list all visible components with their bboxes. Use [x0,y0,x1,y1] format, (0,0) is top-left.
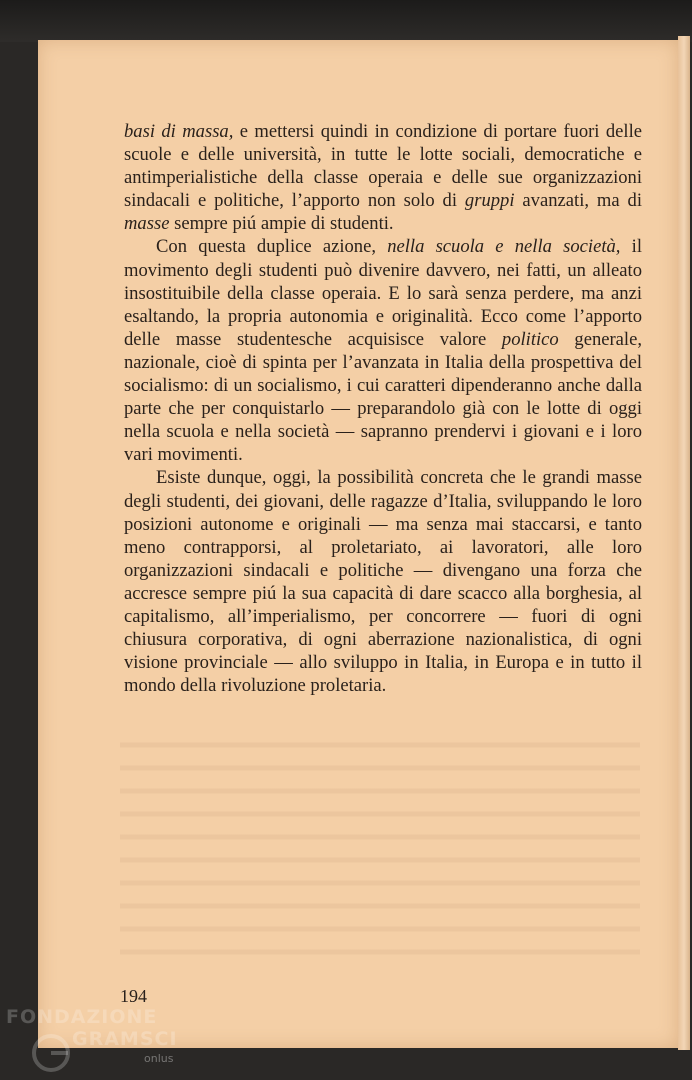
text-run: sempre piú ampie di studenti. [169,213,394,235]
paragraph [124,235,642,466]
watermark-line2: GRAMSCI [72,1028,178,1050]
text-run: Con questa duplice azione, [156,236,388,258]
text-run: generale, nazionale, cioè di spinta per l’avanzata in Italia della prospettiva del socialismo: di un socialismo, i cui caratteri dipenderanno anche dalla parte che per conquistarlo — preparandolo già con le lotte di oggi nella scuola e nella società — sapranno prendervi i giovani e i loro vari movimenti. [124,328,643,466]
page-body-text [124,120,642,697]
page-number: 194 [120,986,147,1006]
page-edge [678,36,690,1050]
fondazione-logo-icon [28,1030,74,1076]
italic-text-run: masse [124,213,170,235]
text-run: e mettersi quindi in condizione di portare fuori delle scuole e delle università, in tutte le lotte sociali, democratiche e antimperialistiche della classe operaia e delle sue organizzazioni sindacali e politiche, l’apporto non solo di [124,121,642,212]
text-run: Esiste dunque, oggi, la possibilità concreta che le grandi masse degli studenti, dei giovani, delle ragazze d’Italia, sviluppando le loro posizioni autonome e originali — ma senza mai staccarsi, e tanto meno contrapporsi, al proletariato, ai lavoratori, alle loro organizzazioni sindacali e politiche — divengano una forza che accresce sempre piú la sua capacità di dare scacco alla borghesia, al capitalismo, all’imperialismo, per concorrere — fuori di ogni chiusura corporativa, di ogni aberrazione nazionalistica, di ogni visione provinciale — allo sviluppo in Italia, in Europa e in tutto il mondo della rivoluzione proletaria. [124,467,642,697]
italic-text-run: basi di massa, [124,121,234,142]
text-run: il movimento degli studenti può divenire davvero, nei fatti, un alleato insostituibile della classe operaia. E lo sarà senza perdere, ma anzi esaltando, la propria autonomia e originalità. Ecco come l’apporto delle masse studentesche acquisisce valore [124,236,642,350]
watermark-suffix: onlus [144,1052,174,1065]
italic-text-run: politico [501,328,559,350]
paragraph [124,466,642,697]
scan-background [0,0,692,42]
watermark [2,1004,202,1074]
watermark-line1: FONDAZIONE [6,1006,158,1028]
text-run: avanzati, ma di [514,190,643,212]
paragraph [124,120,642,235]
italic-text-run: gruppi [464,190,515,212]
italic-text-run: nella scuola e nella società, [387,236,621,258]
